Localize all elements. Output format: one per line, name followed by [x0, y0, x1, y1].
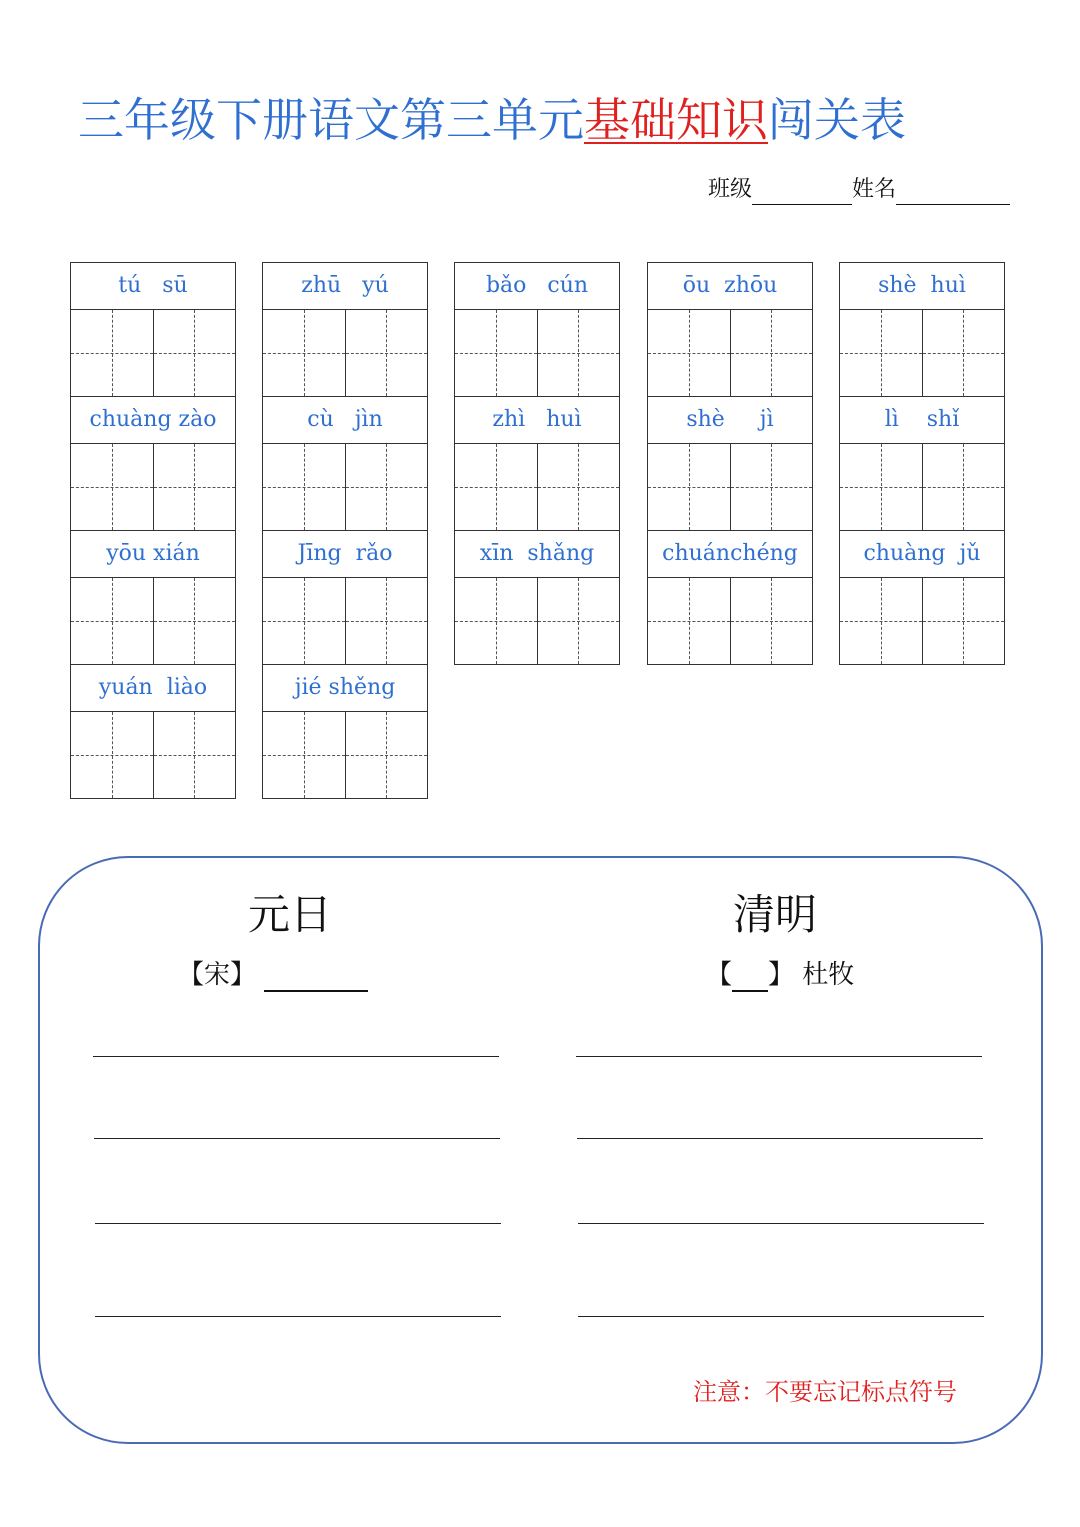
pinyin-card [839, 530, 1005, 665]
title-part1: 三年级下册语文第三单元 [78, 93, 584, 147]
pinyin-card [454, 396, 620, 531]
tianzige-box[interactable] [455, 444, 537, 530]
pinyin-label: cù jìn [263, 397, 427, 444]
guide-line-horizontal [263, 755, 345, 756]
tianzige-box[interactable] [153, 444, 236, 530]
pinyin-label: lì shǐ [840, 397, 1004, 444]
poem-right-dynasty-open: 【 [706, 960, 733, 990]
pinyin-card [647, 262, 813, 397]
poem-right-author: 杜牧 [802, 960, 855, 990]
character-boxes [648, 444, 812, 530]
pinyin-label: tú sū [71, 263, 235, 310]
tianzige-box[interactable] [153, 712, 236, 798]
writing-line[interactable] [577, 1138, 983, 1139]
writing-line[interactable] [95, 1223, 501, 1224]
class-blank[interactable] [752, 180, 852, 205]
writing-line[interactable] [94, 1138, 500, 1139]
pinyin-card [839, 262, 1005, 397]
pinyin-card [70, 396, 236, 531]
pinyin-card [70, 664, 236, 799]
tianzige-box[interactable] [922, 578, 1005, 664]
guide-line-horizontal [71, 353, 153, 354]
pinyin-label: yuán liào [71, 665, 235, 712]
poem-left-author-blank[interactable] [264, 964, 368, 992]
tianzige-box[interactable] [648, 578, 730, 664]
character-boxes [455, 578, 619, 664]
guide-line-horizontal [154, 621, 236, 622]
guide-line-horizontal [154, 353, 236, 354]
writing-line[interactable] [576, 1056, 982, 1057]
poem-meta-left [178, 958, 368, 992]
pinyin-label: Jīng rǎo [263, 531, 427, 578]
character-boxes [71, 310, 235, 396]
guide-line-horizontal [731, 621, 813, 622]
guide-line-horizontal [538, 487, 620, 488]
tianzige-box[interactable] [71, 444, 153, 530]
guide-line-horizontal [263, 621, 345, 622]
guide-line-horizontal [346, 487, 428, 488]
tianzige-box[interactable] [648, 310, 730, 396]
character-boxes [263, 444, 427, 530]
poem-right-dynasty-close: 】 [768, 960, 795, 990]
pinyin-card [70, 262, 236, 397]
name-blank[interactable] [896, 180, 1010, 205]
tianzige-box[interactable] [71, 310, 153, 396]
writing-line[interactable] [578, 1223, 984, 1224]
tianzige-box[interactable] [840, 578, 922, 664]
character-boxes [263, 310, 427, 396]
character-boxes [840, 310, 1004, 396]
pinyin-card [262, 530, 428, 665]
pinyin-label: shè jì [648, 397, 812, 444]
pinyin-label: chuàng jǔ [840, 531, 1004, 578]
guide-line-horizontal [648, 353, 730, 354]
guide-line-horizontal [840, 487, 922, 488]
pinyin-card [647, 396, 813, 531]
tianzige-box[interactable] [345, 712, 428, 798]
pinyin-label: chuánchéng [648, 531, 812, 578]
tianzige-box[interactable] [537, 578, 620, 664]
tianzige-box[interactable] [263, 578, 345, 664]
guide-line-horizontal [923, 487, 1005, 488]
tianzige-box[interactable] [730, 444, 813, 530]
poem-section [38, 856, 1043, 1444]
class-label: 班级 [708, 177, 753, 202]
character-boxes [263, 578, 427, 664]
guide-line-horizontal [923, 353, 1005, 354]
character-boxes [840, 578, 1004, 664]
character-boxes [648, 310, 812, 396]
guide-line-horizontal [455, 621, 537, 622]
pinyin-card [262, 396, 428, 531]
pinyin-label: zhū yú [263, 263, 427, 310]
writing-line[interactable] [95, 1316, 501, 1317]
tianzige-box[interactable] [71, 578, 153, 664]
guide-line-horizontal [71, 755, 153, 756]
pinyin-card [262, 664, 428, 799]
guide-line-horizontal [71, 621, 153, 622]
tianzige-box[interactable] [455, 310, 537, 396]
guide-line-horizontal [346, 621, 428, 622]
worksheet-title [78, 92, 906, 148]
tianzige-box[interactable] [263, 712, 345, 798]
pinyin-card [839, 396, 1005, 531]
guide-line-horizontal [538, 353, 620, 354]
pinyin-card [454, 262, 620, 397]
poem-left-dynasty: 【宋】 [178, 960, 257, 990]
pinyin-label: chuàng zào [71, 397, 235, 444]
title-part2: 闯关表 [768, 93, 906, 147]
guide-line-horizontal [263, 353, 345, 354]
poem-title-left: 元日 [248, 890, 333, 939]
writing-line[interactable] [578, 1316, 984, 1317]
tianzige-box[interactable] [263, 444, 345, 530]
pinyin-label: xīn shǎng [455, 531, 619, 578]
character-boxes [648, 578, 812, 664]
character-boxes [263, 712, 427, 798]
pinyin-card [647, 530, 813, 665]
tianzige-box[interactable] [263, 310, 345, 396]
guide-line-horizontal [538, 621, 620, 622]
tianzige-box[interactable] [840, 444, 922, 530]
guide-line-horizontal [71, 487, 153, 488]
guide-line-horizontal [154, 755, 236, 756]
student-info [708, 175, 1010, 205]
tianzige-box[interactable] [648, 444, 730, 530]
character-boxes [455, 444, 619, 530]
pinyin-label: bǎo cún [455, 263, 619, 310]
poem-meta-right [706, 958, 854, 992]
tianzige-box[interactable] [922, 444, 1005, 530]
poem-title-right: 清明 [733, 890, 818, 939]
tianzige-box[interactable] [153, 310, 236, 396]
title-highlight: 基础知识 [584, 93, 768, 147]
tianzige-box[interactable] [455, 578, 537, 664]
writing-line[interactable] [93, 1056, 499, 1057]
guide-line-horizontal [840, 621, 922, 622]
guide-line-horizontal [648, 487, 730, 488]
character-boxes [455, 310, 619, 396]
tianzige-box[interactable] [537, 444, 620, 530]
tianzige-box[interactable] [730, 578, 813, 664]
character-boxes [71, 712, 235, 798]
character-boxes [71, 578, 235, 664]
poem-right-dynasty-blank[interactable] [732, 964, 768, 992]
pinyin-label: shè huì [840, 263, 1004, 310]
pinyin-card [70, 530, 236, 665]
pinyin-label: jié shěng [263, 665, 427, 712]
guide-line-horizontal [455, 487, 537, 488]
tianzige-box[interactable] [71, 712, 153, 798]
tianzige-box[interactable] [345, 444, 428, 530]
guide-line-horizontal [731, 487, 813, 488]
guide-line-horizontal [346, 353, 428, 354]
guide-line-horizontal [154, 487, 236, 488]
guide-line-horizontal [731, 353, 813, 354]
character-boxes [71, 444, 235, 530]
tianzige-box[interactable] [537, 310, 620, 396]
guide-line-horizontal [346, 755, 428, 756]
guide-line-horizontal [923, 621, 1005, 622]
tianzige-box[interactable] [730, 310, 813, 396]
tianzige-box[interactable] [153, 578, 236, 664]
pinyin-label: ōu zhōu [648, 263, 812, 310]
punctuation-note: 注意：不要忘记标点符号 [693, 1378, 957, 1406]
character-boxes [840, 444, 1004, 530]
guide-line-horizontal [648, 621, 730, 622]
guide-line-horizontal [840, 353, 922, 354]
pinyin-card [262, 262, 428, 397]
pinyin-card [454, 530, 620, 665]
tianzige-box[interactable] [345, 310, 428, 396]
tianzige-box[interactable] [840, 310, 922, 396]
tianzige-box[interactable] [345, 578, 428, 664]
name-label: 姓名 [852, 177, 897, 202]
pinyin-label: yōu xián [71, 531, 235, 578]
guide-line-horizontal [263, 487, 345, 488]
tianzige-box[interactable] [922, 310, 1005, 396]
pinyin-label: zhì huì [455, 397, 619, 444]
guide-line-horizontal [455, 353, 537, 354]
